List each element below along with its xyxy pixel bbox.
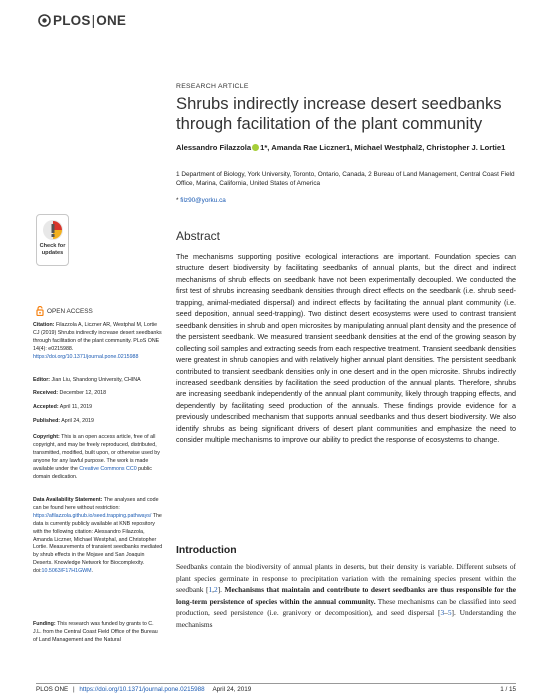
published-date: Published: April 24, 2019 xyxy=(33,418,94,424)
citation-doi-link[interactable]: https://doi.org/10.1371/journal.pone.0215988 xyxy=(33,353,139,360)
page-number: 1 / 15 xyxy=(500,686,516,693)
open-access-label: OPEN ACCESS xyxy=(36,306,93,316)
abstract-text: The mechanisms supporting positive ecological interactions are important. Foundation species can structure desert biodiversity by facilitating seedbanks of annual plants, but the direct and indirect mechanisms of shrub effects on seedbank have not been experimentally decoupled. We conducted the first test of shrubs increasing seedbank densities through direct effects on the seedbank (i.e. shrub seed-trapping, animal-mediated dispersal) and indirect effects by facilitating the annual plant community (i.e. seed deposition, annual seed-trapping). Two distinct desert ecosystems were used to contrast transient seedbank densities in shrub and open microsites by manipulating annual plant density and the presence of the persistent seedbank. We measured transient seedbank densities at the end of the growing season by collecting soil samples and extracting seeds from each respective treatment. Transient seedbank densities were greatest in shrub canopies and with relatively higher annual plant densities. The persistent seedbank contributed to transient seedbank densities only in one desert and in the open microsite. Shrubs indirectly increased seedbank densities by facilitation the seed production of the annual plants. Therefore, shrubs are increasing seedbank independently of the annual plant community, likely through trapping effects, and dependently by facilitating seed production of the annuals. These findings provide evidence for a previously undescribed mechanism that supports annual seedbanks and thus desert biodiversity. We also identify shrubs as being significant drivers of desert plant communities and emphasize the need to consider multiple mechanisms to improve our ability to predict the response of ecosystems to change. xyxy=(176,252,516,445)
citation-block: Citation: Filazzola A, Liczner AR, Westphal M, Lortie CJ (2019) Shrubs indirectly increase desert seedbanks through facilitation of the plant community. PLoS ONE 14(4): e0215988. https://doi.org/10.1371/journal.pone.0215988 xyxy=(33,322,162,360)
affiliations: 1 Department of Biology, York University, Toronto, Ontario, Canada, 2 Bureau of Land Management, Central Coast Field Office, Marina, California, United States of America xyxy=(176,171,515,187)
email-link[interactable]: filz90@yorku.ca xyxy=(180,197,226,204)
accepted-date: Accepted: April 11, 2019 xyxy=(33,404,93,410)
reference-link[interactable]: 3 xyxy=(440,608,445,618)
abstract-heading: Abstract xyxy=(176,229,221,243)
reference-link[interactable]: 5 xyxy=(447,608,452,618)
code-repository-link[interactable]: https://afilazzola.github.io/seed.trapping.pathways/ xyxy=(33,512,152,519)
check-for-updates-label: Check for updates xyxy=(39,243,66,256)
reference-link[interactable]: 1 xyxy=(208,585,213,595)
logo-plos-text: PLOS xyxy=(53,13,91,28)
logo-one-text: ONE xyxy=(96,13,127,28)
reference-link[interactable]: 2 xyxy=(214,585,218,595)
copyright-block: Copyright: This is an open access article, free of all copyright, and may be freely reproduced, distributed, transmitted, modified, built upon, or otherwise used by anyone for any lawful purpose. The work is made available under the Creative Commons CC0 public domain dedication. xyxy=(33,434,160,480)
footer-date: April 24, 2019 xyxy=(212,686,252,693)
page-footer: PLOS ONE | https://doi.org/10.1371/journal.pone.0215988 April 24, 2019 1 / 15 xyxy=(36,686,516,693)
creative-commons-link[interactable]: Creative Commons CC0 xyxy=(79,465,137,472)
introduction-heading: Introduction xyxy=(176,545,237,556)
crossmark-icon xyxy=(42,219,64,241)
footer-divider xyxy=(36,683,516,684)
footer-doi-link[interactable]: https://doi.org/10.1371/journal.pone.0215988 xyxy=(79,686,205,693)
article-type-label: RESEARCH ARTICLE xyxy=(176,83,249,90)
orcid-icon[interactable] xyxy=(252,144,259,151)
data-doi-link[interactable]: 10.5063/F17H1GWM xyxy=(41,568,92,575)
plos-logo-icon xyxy=(38,14,51,27)
funding-block: Funding: This research was funded by grants to C. J.L. from the Central Coast Field Office of the Bureau of Land Management and the Natural xyxy=(33,621,158,643)
data-availability-block: Data Availability Statement: The analyses and code can be found here without restriction: https://afilazzola.github.io/seed.trapping.pathways/ The data is currently publicly available at KNB repository with the following citation: Alessandro Filazzola, Amanda Liczner, Michael Westphal, and Christopher Lortie. Measurements of transient seedbanks mediated by shrub effects in the Mojave and San Joaquin Deserts. Knowledge Network for Biocomplexity. doi:10.5063/F17H1GWM. xyxy=(33,497,163,575)
received-date: Received: December 12, 2018 xyxy=(33,390,107,396)
footer-journal: PLOS ONE xyxy=(36,686,69,693)
plos-one-logo xyxy=(38,13,126,28)
article-title: Shrubs indirectly increase desert seedbanks through facilitation of the plant community xyxy=(176,94,502,133)
introduction-text: Seedbanks contain the biodiversity of annual plants in deserts, but their density is variable. Different subsets of plant species germinate in response to precipitation variation with the remaining species present within the seedbank [1,2]. Mechanisms that maintain and contribute to desert seedbanks are thus responsible for the long-term persistence of species within the annual community. These mechanisms can be classified into seed production, seed persistence (i.e. granivory or decomposition), and seed dispersal [3–5]. Understanding the mechanisms xyxy=(176,562,516,629)
logo-separator: | xyxy=(91,13,96,28)
corresponding-email: * filz90@yorku.ca xyxy=(176,197,226,204)
check-for-updates-badge[interactable] xyxy=(36,214,69,266)
editor-block: Editor: Jian Liu, Shandong University, CHINA xyxy=(33,377,141,383)
author-list: Alessandro Filazzola 1*, Amanda Rae Liczner1, Michael Westphal2, Christopher J. Lortie1 xyxy=(176,143,506,152)
open-lock-icon xyxy=(36,306,44,316)
